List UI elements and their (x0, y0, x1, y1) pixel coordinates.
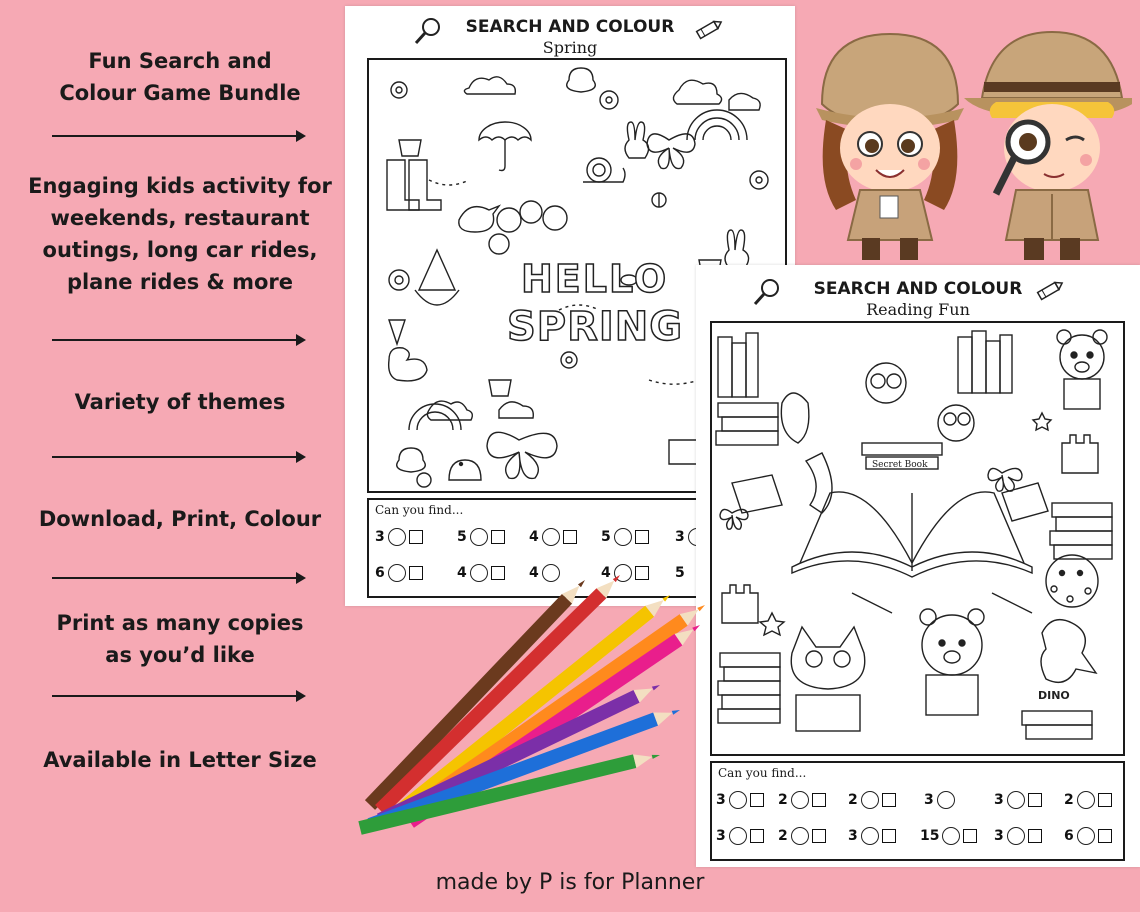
find-count: 6 (1064, 828, 1074, 844)
feature-line: Fun Search and (88, 49, 272, 73)
find-count: 15 (920, 828, 940, 844)
find-count: 3 (994, 792, 1004, 808)
detectives-svg (812, 24, 1132, 264)
fairy-icon (937, 791, 955, 809)
wizard-hat-icon (1007, 827, 1025, 845)
find-count: 3 (716, 828, 726, 844)
feature-themes (0, 386, 360, 418)
feature-line: Download, Print, Colour (38, 507, 322, 531)
frog-icon (388, 528, 406, 546)
crayon-icon (1034, 277, 1066, 303)
feature-bundle (0, 45, 360, 109)
feature-line: plane rides & more (66, 270, 294, 294)
find-checkbox[interactable] (812, 793, 826, 807)
find-item (1064, 826, 1112, 846)
arrow-divider (52, 689, 306, 703)
find-checkbox[interactable] (812, 829, 826, 843)
find-checkbox[interactable] (882, 793, 896, 807)
find-count: 2 (848, 792, 858, 808)
find-count: 3 (716, 792, 726, 808)
feature-copies (0, 607, 360, 671)
find-item (994, 826, 1042, 846)
sheet-subtitle: Reading Fun (866, 300, 970, 319)
feature-letter-size (0, 744, 360, 776)
arrow-divider (52, 129, 306, 143)
detective-boy (964, 32, 1132, 260)
detective-girl (816, 34, 964, 260)
find-checkbox[interactable] (1028, 829, 1042, 843)
feature-line: Variety of themes (74, 390, 286, 414)
find-count: 3 (375, 529, 385, 545)
find-count: 2 (1064, 792, 1074, 808)
find-count: 3 (675, 529, 685, 545)
bear-reading-icon (729, 827, 747, 845)
pencils-svg (340, 560, 720, 850)
spring-text: SPRING (507, 304, 684, 350)
cloud-icon (470, 528, 488, 546)
credit-text: made by P is for Planner (435, 870, 705, 895)
find-count: 3 (994, 828, 1004, 844)
find-item (601, 527, 649, 547)
feature-line: Available in Letter Size (43, 748, 317, 772)
sheet-subtitle: Spring (542, 38, 598, 57)
find-count: 3 (848, 828, 858, 844)
find-label: Can you find... (718, 766, 807, 780)
find-count: 2 (778, 828, 788, 844)
find-item (1064, 790, 1112, 810)
find-count: 6 (375, 565, 385, 581)
reading-illustration (710, 321, 1125, 756)
find-item (920, 826, 977, 846)
feature-download (0, 503, 360, 535)
feature-line: Colour Game Bundle (59, 81, 301, 105)
find-checkbox[interactable] (963, 829, 977, 843)
find-checkbox[interactable] (1098, 829, 1112, 843)
find-count: 5 (601, 529, 611, 545)
hello-text: HELLO (521, 257, 669, 301)
find-count: 4 (601, 565, 611, 581)
find-count: 4 (529, 529, 539, 545)
arrow-divider (52, 450, 306, 464)
find-checkbox[interactable] (563, 530, 577, 544)
feature-engaging (0, 170, 360, 298)
find-count: 2 (778, 792, 788, 808)
bear-icon (729, 791, 747, 809)
find-count: 4 (457, 565, 467, 581)
find-item (994, 790, 1042, 810)
find-count: 5 (457, 529, 467, 545)
sheet-title: SEARCH AND COLOUR (465, 17, 675, 37)
find-item (716, 790, 764, 810)
detective-kids-illustration (812, 24, 1132, 264)
sheet-reading (696, 265, 1140, 867)
glasses-icon (1077, 827, 1095, 845)
arrow-divider (52, 571, 306, 585)
butterfly-icon (942, 827, 960, 845)
find-checkbox[interactable] (491, 530, 505, 544)
find-checkbox[interactable] (1098, 793, 1112, 807)
sheet-title: SEARCH AND COLOUR (813, 279, 1023, 299)
feature-list (0, 0, 360, 912)
colored-pencils (340, 560, 720, 850)
find-label: Can you find... (375, 503, 464, 517)
find-count: 3 (924, 792, 934, 808)
owl-icon (861, 827, 879, 845)
find-checkbox[interactable] (1028, 793, 1042, 807)
find-item (848, 790, 896, 810)
dino-label: DINO (1038, 689, 1070, 702)
find-count: 5 (675, 565, 685, 581)
find-item (848, 826, 896, 846)
find-list (710, 761, 1125, 861)
find-checkbox[interactable] (750, 793, 764, 807)
find-item (778, 826, 826, 846)
find-item (375, 527, 423, 547)
find-checkbox[interactable] (882, 829, 896, 843)
feature-line: Engaging kids activity for (28, 174, 332, 198)
secret-book-label: Secret Book (872, 460, 928, 470)
find-checkbox[interactable] (635, 530, 649, 544)
books-icon (1077, 791, 1095, 809)
find-item (457, 527, 505, 547)
cat-icon (791, 791, 809, 809)
find-count: 4 (529, 565, 539, 581)
find-checkbox[interactable] (409, 530, 423, 544)
feature-line: as you’d like (105, 643, 255, 667)
find-item (924, 790, 955, 810)
castle-icon (1007, 791, 1025, 809)
feature-line: Print as many copies (56, 611, 304, 635)
duck-icon (542, 528, 560, 546)
feature-line: outings, long car rides, (42, 238, 318, 262)
find-checkbox[interactable] (750, 829, 764, 843)
bunny-icon (614, 528, 632, 546)
arrow-divider (52, 333, 306, 347)
find-item (778, 790, 826, 810)
girl-icon (791, 827, 809, 845)
mermaid-icon (861, 791, 879, 809)
find-item (716, 826, 764, 846)
crayon-icon (693, 16, 725, 42)
feature-line: weekends, restaurant (50, 206, 310, 230)
find-item (529, 527, 577, 547)
